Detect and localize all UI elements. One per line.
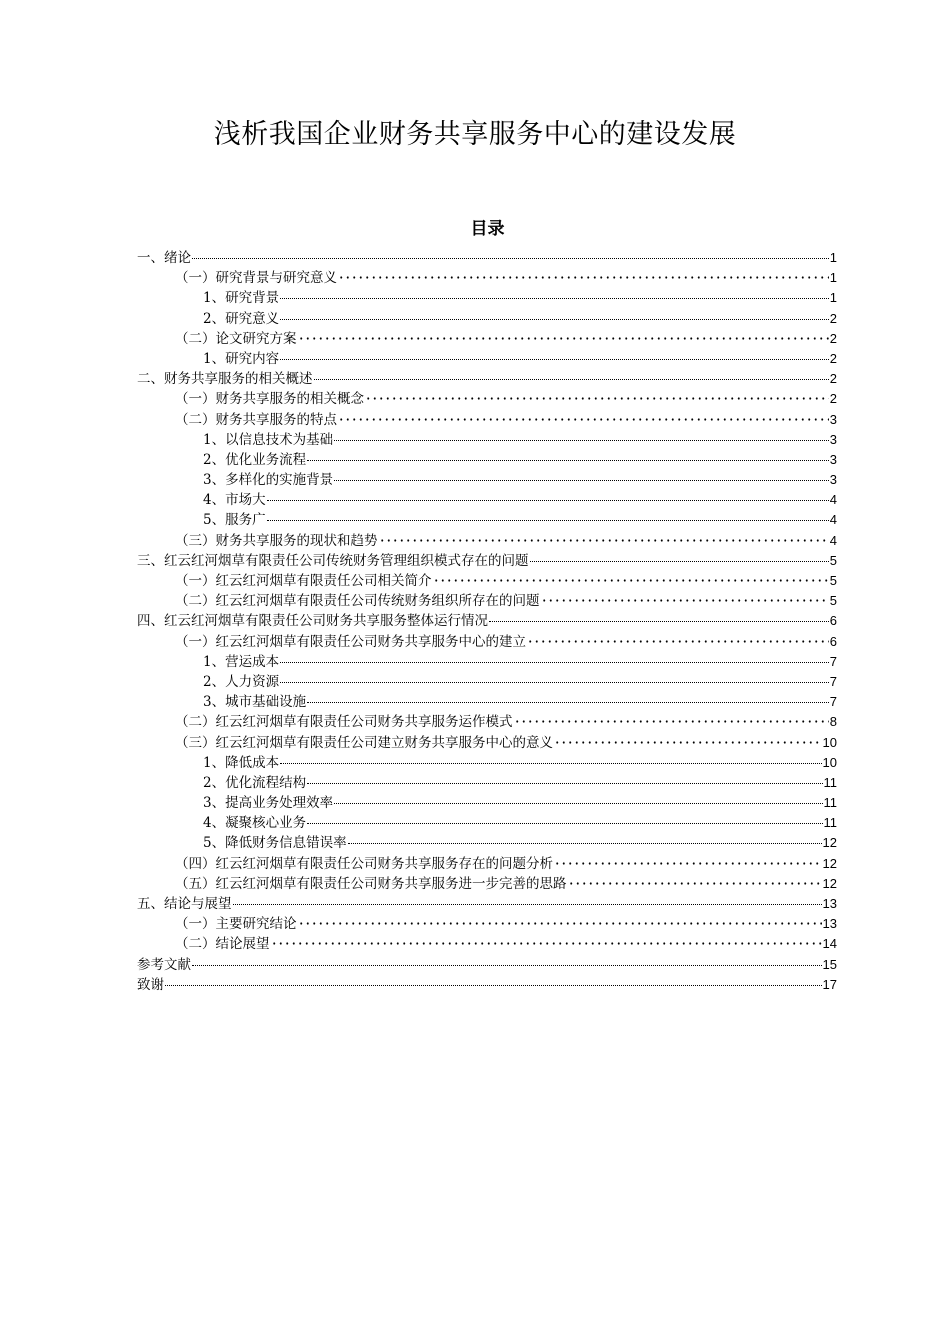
- toc-entry[interactable]: [137, 894, 837, 914]
- toc-page-number: 2: [829, 391, 837, 407]
- toc-dot-leader: [271, 933, 822, 945]
- toc-page-number: 7: [829, 694, 837, 710]
- toc-entry-title: 四、红云红河烟草有限责任公司财务共享服务整体运行情况: [137, 613, 488, 630]
- toc-entry-title: 3、城市基础设施: [203, 694, 307, 711]
- toc-page-number: 3: [829, 431, 837, 447]
- toc-dot-leader: [280, 347, 829, 360]
- toc-dot-leader: [334, 428, 829, 441]
- toc-dot-leader: [334, 791, 822, 804]
- toc-page-number: 6: [829, 633, 837, 649]
- toc-dot-leader: [192, 953, 822, 966]
- toc-dot-leader: [348, 831, 822, 844]
- toc-entry[interactable]: [137, 733, 837, 753]
- toc-page-number: 12: [822, 875, 837, 891]
- document-title: 浅析我国企业财务共享服务中心的建设发展: [213, 119, 737, 150]
- toc-dot-leader: [165, 973, 822, 986]
- toc-entry-title: （一）财务共享服务的相关概念: [175, 391, 364, 408]
- toc-page-number: 3: [829, 472, 837, 488]
- toc-dot-leader: [514, 711, 829, 723]
- toc-entry[interactable]: [137, 975, 837, 995]
- toc-page-number: 13: [822, 916, 837, 932]
- toc-page-number: 10: [822, 734, 837, 750]
- toc-entry-title: 5、服务广: [203, 512, 266, 529]
- toc-entry-title: 4、市场大: [203, 492, 266, 509]
- toc-entry[interactable]: [137, 389, 837, 409]
- toc-page-number: 17: [822, 976, 837, 992]
- toc-page-number: 5: [829, 573, 837, 588]
- toc-page-number: 5: [829, 552, 837, 568]
- toc-page-number: 5: [829, 593, 837, 609]
- toc-entry[interactable]: [137, 309, 837, 329]
- toc-page-number: 3: [829, 451, 837, 467]
- toc-dot-leader: [489, 609, 829, 622]
- toc-dot-leader: [379, 530, 829, 542]
- toc-entry[interactable]: [137, 813, 837, 833]
- toc-entry-title: 1、营运成本: [203, 653, 280, 670]
- toc-dot-leader: [192, 246, 829, 259]
- toc-entry-title: 2、优化流程结构: [203, 774, 307, 791]
- toc-dot-leader: [554, 853, 822, 865]
- toc-page-number: 4: [829, 512, 837, 528]
- toc-page-number: 3: [829, 411, 837, 427]
- toc-page-number: 2: [829, 371, 837, 387]
- toc-entry[interactable]: [137, 268, 837, 288]
- toc-entry[interactable]: [137, 551, 837, 571]
- toc-dot-leader: [433, 570, 829, 582]
- toc-entry[interactable]: [137, 369, 837, 389]
- toc-entry-title: （二）红云红河烟草有限责任公司传统财务组织所存在的问题: [175, 593, 540, 610]
- toc-entry[interactable]: [137, 632, 837, 652]
- toc-dot-leader: [267, 508, 829, 521]
- toc-entry[interactable]: [137, 793, 837, 813]
- toc-dot-leader: [267, 488, 829, 501]
- toc-entry-title: （三）红云红河烟草有限责任公司建立财务共享服务中心的意义: [175, 734, 553, 751]
- toc-dot-leader: [541, 590, 829, 602]
- toc-entry[interactable]: [137, 349, 837, 369]
- toc-dot-leader: [554, 732, 822, 744]
- toc-dot-leader: [298, 328, 829, 340]
- toc-dot-leader: [334, 468, 829, 481]
- toc-dot-leader: [307, 448, 829, 461]
- toc-entry-title: 一、绪论: [137, 250, 191, 266]
- toc-entry-title: 1、以信息技术为基础: [203, 431, 334, 448]
- toc-dot-leader: [307, 771, 822, 784]
- toc-entry[interactable]: [137, 692, 837, 712]
- toc-dot-leader: [307, 811, 822, 824]
- toc-dot-leader: [298, 913, 822, 925]
- toc-dot-leader: [314, 367, 829, 380]
- toc-dot-leader: [365, 388, 829, 400]
- toc-entry-title: 2、人力资源: [203, 673, 280, 690]
- toc-entry[interactable]: [137, 430, 837, 450]
- toc-dot-leader: [338, 267, 829, 279]
- toc-entry-title: 1、降低成本: [203, 754, 280, 771]
- toc-entry[interactable]: [137, 410, 837, 430]
- toc-page-number: 10: [822, 754, 837, 770]
- toc-entry-title: （二）结论展望: [175, 936, 270, 953]
- toc-entry-title: （一）红云红河烟草有限责任公司相关简介: [175, 573, 432, 589]
- toc-dot-leader: [280, 650, 829, 663]
- toc-entry-title: （一）研究背景与研究意义: [175, 270, 337, 287]
- toc-entry-title: （一）红云红河烟草有限责任公司财务共享服务中心的建立: [175, 633, 526, 650]
- toc-entry-title: 5、降低财务信息错误率: [203, 835, 347, 852]
- toc-entry[interactable]: [137, 571, 837, 591]
- table-of-contents: [137, 248, 837, 995]
- toc-entry[interactable]: [137, 288, 837, 308]
- toc-entry-title: （三）财务共享服务的现状和趋势: [175, 532, 378, 549]
- toc-page-number: 6: [829, 613, 837, 629]
- toc-page-number: 1: [829, 290, 837, 306]
- toc-page-number: 4: [829, 532, 837, 548]
- toc-dot-leader: [338, 409, 829, 421]
- toc-entry[interactable]: [137, 753, 837, 773]
- toc-entry[interactable]: [137, 712, 837, 732]
- toc-entry-title: 参考文献: [137, 956, 191, 973]
- toc-entry-title: 2、优化业务流程: [203, 451, 307, 468]
- toc-entry-title: （二）红云红河烟草有限责任公司财务共享服务运作模式: [175, 714, 513, 731]
- toc-entry[interactable]: [137, 591, 837, 611]
- toc-entry[interactable]: [137, 470, 837, 490]
- toc-page-number: 13: [822, 896, 837, 911]
- toc-dot-leader: [233, 892, 822, 905]
- toc-dot-leader: [280, 670, 829, 683]
- toc-entry[interactable]: [137, 490, 837, 510]
- toc-entry-title: （五）红云红河烟草有限责任公司财务共享服务进一步完善的思路: [175, 875, 567, 892]
- toc-heading: 目录: [470, 219, 505, 239]
- toc-page-number: 15: [822, 956, 837, 972]
- toc-entry-title: （二）财务共享服务的特点: [175, 411, 337, 428]
- toc-entry[interactable]: [137, 854, 837, 874]
- toc-page-number: 11: [823, 815, 837, 831]
- toc-entry[interactable]: [137, 874, 837, 894]
- toc-page-number: 2: [829, 330, 837, 346]
- toc-entry[interactable]: [137, 914, 837, 934]
- toc-entry[interactable]: [137, 833, 837, 853]
- toc-entry[interactable]: [137, 329, 837, 349]
- toc-entry-title: 4、凝聚核心业务: [203, 815, 307, 832]
- toc-page-number: 12: [822, 835, 837, 851]
- toc-page-number: 11: [823, 795, 837, 811]
- toc-page-number: 14: [822, 936, 837, 952]
- toc-dot-leader: [568, 873, 822, 885]
- toc-entry[interactable]: [137, 611, 837, 631]
- toc-dot-leader: [280, 307, 829, 320]
- toc-page-number: 4: [829, 492, 837, 508]
- toc-entry-title: （一）主要研究结论: [175, 916, 297, 933]
- toc-page-number: 7: [829, 673, 837, 689]
- toc-entry-title: 五、结论与展望: [137, 896, 232, 912]
- toc-dot-leader: [530, 549, 829, 562]
- toc-dot-leader: [280, 751, 821, 764]
- toc-page-number: 2: [829, 350, 837, 366]
- toc-page-number: 1: [829, 250, 837, 265]
- toc-entry-title: 3、提高业务处理效率: [203, 795, 334, 812]
- toc-entry[interactable]: [137, 450, 837, 470]
- toc-entry-title: 3、多样化的实施背景: [203, 472, 334, 489]
- toc-entry-title: 致谢: [137, 976, 164, 993]
- toc-page-number: 12: [822, 855, 837, 871]
- toc-dot-leader: [307, 690, 829, 703]
- toc-page-number: 2: [829, 310, 837, 326]
- toc-entry[interactable]: [137, 672, 837, 692]
- toc-page-number: 1: [829, 270, 837, 286]
- toc-entry-title: （四）红云红河烟草有限责任公司财务共享服务存在的问题分析: [175, 855, 553, 872]
- toc-entry[interactable]: [137, 510, 837, 530]
- toc-page-number: 7: [829, 653, 837, 669]
- toc-entry[interactable]: [137, 773, 837, 793]
- toc-entry-title: 二、财务共享服务的相关概述: [137, 371, 313, 388]
- toc-entry[interactable]: [137, 652, 837, 672]
- toc-dot-leader: [280, 286, 829, 299]
- toc-entry[interactable]: [137, 248, 837, 268]
- toc-dot-leader: [527, 631, 829, 643]
- toc-page-number: 11: [823, 774, 837, 790]
- toc-entry-title: 1、研究内容: [203, 350, 280, 367]
- toc-entry[interactable]: [137, 531, 837, 551]
- toc-page-number: 8: [829, 714, 837, 730]
- toc-entry[interactable]: [137, 934, 837, 954]
- toc-entry[interactable]: [137, 955, 837, 975]
- toc-entry-title: 三、红云红河烟草有限责任公司传统财务管理组织模式存在的问题: [137, 552, 529, 569]
- toc-entry-title: 1、研究背景: [203, 290, 280, 307]
- toc-entry-title: 2、研究意义: [203, 310, 280, 327]
- toc-entry-title: （二）论文研究方案: [175, 330, 297, 347]
